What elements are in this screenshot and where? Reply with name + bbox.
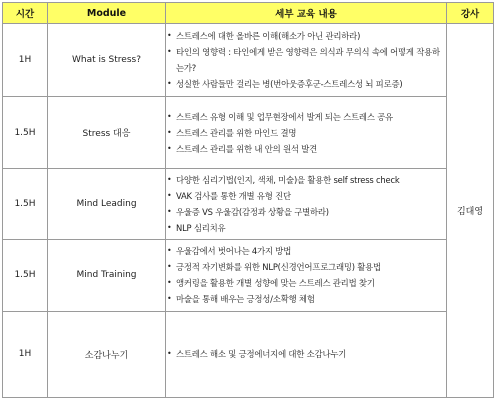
list-item	[166, 28, 446, 44]
bullet-icon: •	[167, 246, 172, 256]
bullet-icon: •	[167, 278, 172, 288]
table-row	[3, 169, 494, 240]
bullet-icon: •	[167, 349, 172, 359]
header-instructor: 강사	[447, 3, 494, 24]
module-cell: Stress 대응	[48, 97, 166, 169]
list-item	[166, 188, 446, 204]
bullet-icon: •	[167, 79, 172, 89]
list-item	[166, 172, 446, 188]
list-item-text: 우울감에서 벗어나는 4가지 방법	[176, 246, 292, 257]
bullet-icon: •	[167, 190, 172, 200]
list-item-text: 성실한 사람들만 걸리는 병(번아웃증후군-스트레스성 뇌 피로증)	[176, 79, 403, 90]
content-cell	[166, 311, 447, 397]
bullet-icon: •	[167, 31, 172, 41]
list-item	[166, 44, 446, 76]
list-item-text: 우울증 VS 우울감(감정과 상황을 구별하라)	[176, 206, 329, 217]
content-list	[166, 28, 446, 92]
list-item-text: 스트레스 관리를 위한 내 안의 원석 발견	[176, 143, 318, 154]
header-module: Module	[48, 3, 166, 24]
table-row	[3, 239, 494, 311]
time-cell: 1.5H	[3, 97, 48, 169]
list-item-text: 타인의 영향력 : 타인에게 받은 영향력은 의식과 무의식 속에 어떻게 작용하는가?	[176, 47, 440, 74]
module-cell: Mind Leading	[48, 169, 166, 240]
list-item	[166, 76, 446, 92]
list-item	[166, 141, 446, 157]
content-cell	[166, 239, 447, 311]
list-item	[166, 346, 446, 362]
header-content: 세부 교육 내용	[166, 3, 447, 24]
curriculum-table	[2, 2, 494, 398]
content-list	[166, 172, 446, 236]
list-item-text: VAK 검사를 통한 개별 유형 진단	[176, 190, 291, 201]
list-item-text: 다양한 심리기법(인지, 색채, 미술)을 활용한 self stress check	[176, 174, 400, 185]
content-list	[166, 346, 446, 362]
bullet-icon: •	[167, 127, 172, 137]
bullet-icon: •	[167, 222, 172, 232]
time-cell: 1H	[3, 311, 48, 397]
bullet-icon: •	[167, 206, 172, 216]
list-item-text: 스트레스에 대한 올바른 이해(해소가 아닌 관리하라)	[176, 31, 361, 42]
curriculum-table-container	[2, 2, 493, 398]
content-cell	[166, 97, 447, 169]
list-item-text: NLP 심리치유	[176, 222, 226, 233]
time-cell: 1.5H	[3, 239, 48, 311]
table-row	[3, 97, 494, 169]
list-item-text: 긍정적 자기변화를 위한 NLP(신경언어프로그래밍) 활용법	[176, 262, 381, 273]
header-row	[3, 3, 494, 24]
content-list	[166, 243, 446, 307]
table-row	[3, 311, 494, 397]
bullet-icon: •	[167, 111, 172, 121]
list-item-text: 스트레스 유형 이해 및 업무현장에서 발게 되는 스트레스 공유	[176, 111, 393, 122]
bullet-icon: •	[167, 294, 172, 304]
list-item	[166, 243, 446, 259]
header-time: 시간	[3, 3, 48, 24]
list-item-text: 마술을 통해 배우는 긍정성/소확행 체험	[176, 294, 315, 305]
table-row	[3, 24, 494, 97]
module-cell: What is Stress?	[48, 24, 166, 97]
content-cell	[166, 24, 447, 97]
time-cell: 1.5H	[3, 169, 48, 240]
list-item	[166, 204, 446, 220]
list-item	[166, 109, 446, 125]
bullet-icon: •	[167, 143, 172, 153]
list-item	[166, 259, 446, 275]
content-cell	[166, 169, 447, 240]
content-list	[166, 109, 446, 157]
list-item	[166, 125, 446, 141]
list-item	[166, 220, 446, 236]
list-item-text: 앵커링을 활용한 개별 성향에 맞는 스트레스 관리법 찾기	[176, 278, 375, 289]
list-item	[166, 275, 446, 291]
instructor-cell: 김대영	[447, 24, 494, 398]
bullet-icon: •	[167, 262, 172, 272]
list-item-text: 스트레스 관리를 위한 마인드 결명	[176, 127, 297, 138]
module-cell: Mind Training	[48, 239, 166, 311]
bullet-icon: •	[167, 47, 172, 57]
list-item-text: 스트레스 해소 및 긍정에너지에 대한 소감나누기	[176, 349, 347, 360]
bullet-icon: •	[167, 174, 172, 184]
list-item	[166, 291, 446, 307]
time-cell: 1H	[3, 24, 48, 97]
module-cell: 소감나누기	[48, 311, 166, 397]
